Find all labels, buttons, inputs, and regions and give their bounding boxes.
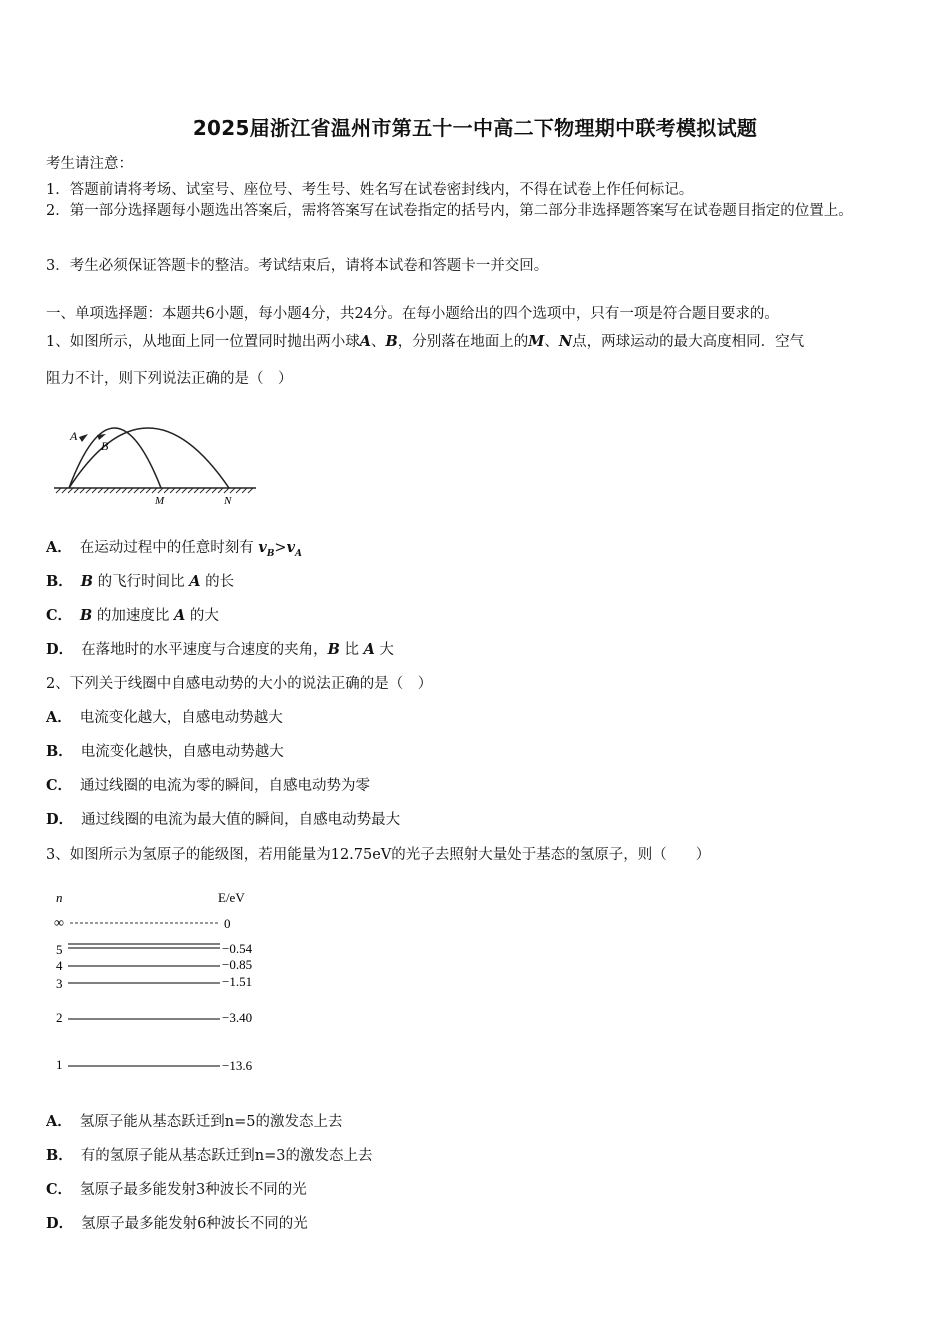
option-text: 电流变化越大，自感电动势越大 (79, 710, 283, 726)
option-letter: C． (46, 607, 73, 624)
option-text: 在运动过程中的任意时刻有 (79, 540, 259, 556)
q1-option-b (46, 570, 234, 591)
q3-option-c (46, 1178, 307, 1199)
option-letter: D． (46, 1215, 74, 1232)
section-heading: 一、单项选择题：本题共6小题，每小题4分，共24分。在每小题给出的四个选项中，只有一项是符合题目要求的。 (46, 306, 779, 322)
option-text: 有的氢原子能从基态跃迁到n=3的激发态上去 (80, 1148, 373, 1164)
option-text: 的长 (200, 574, 235, 590)
level-n-3: 3 (56, 976, 63, 991)
option-letter: A． (46, 539, 72, 556)
notice-item-3: 3．考生必须保证答题卡的整洁。考试结束后，请将本试卷和答题卡一并交回。 (46, 258, 549, 274)
level-n-1: 1 (56, 1057, 63, 1072)
q2-option-d (46, 808, 400, 829)
ground-hatching (56, 488, 253, 493)
q2-option-b (46, 740, 284, 761)
option-letter: D． (46, 811, 74, 828)
option-letter: C． (46, 1181, 73, 1198)
q1-option-d (46, 638, 394, 659)
symbol: B (80, 607, 93, 624)
subscript-b: B (266, 548, 275, 559)
level-n-5: 5 (56, 942, 63, 957)
q1-point-n: N (558, 333, 573, 350)
symbol: A (174, 607, 186, 624)
option-letter: A． (46, 1113, 72, 1130)
q1-sep-2: 、 (544, 334, 559, 350)
level-e-2: −3.40 (222, 1010, 253, 1025)
option-letter: D． (46, 641, 74, 658)
label-b: B (101, 439, 109, 453)
level-e-4: −0.85 (222, 957, 253, 972)
option-text: 氢原子最多能发射6种波长不同的光 (81, 1216, 308, 1232)
option-text: 氢原子最多能发射3种波长不同的光 (80, 1182, 307, 1198)
q1-stem-b: ，分别落在地面上的 (397, 334, 529, 350)
level-e-5: −0.54 (222, 941, 253, 956)
q2-option-a (46, 706, 283, 727)
option-text: 的大 (185, 608, 219, 624)
option-text: 电流变化越快，自感电动势越大 (80, 744, 284, 760)
level-e-inf: 0 (224, 916, 231, 931)
option-letter: B． (46, 743, 73, 760)
q1-stem (46, 330, 804, 351)
level-e-1: −13.6 (222, 1058, 253, 1073)
option-letter: B． (46, 573, 73, 590)
label-m: M (155, 495, 165, 507)
arrow-a (79, 434, 88, 442)
level-e-3-value: −1.51 (222, 974, 253, 989)
level-n-inf: ∞ (54, 916, 64, 931)
notice-item-2: 2．第一部分选择题每小题选出答案后，需将答案写在试卷指定的括号内，第二部分非选择题答案写在试卷题目指定的位置上。 (46, 203, 853, 219)
q1-option-c (46, 604, 219, 625)
n-axis-label: n (56, 890, 63, 905)
velocity-symbol: v (258, 539, 267, 556)
q1-sep: 、 (371, 334, 386, 350)
option-text: 氢原子能从基态跃迁到n=5的激发态上去 (79, 1114, 343, 1130)
option-text: 通过线圈的电流为零的瞬间，自感电动势为零 (80, 778, 371, 794)
q3-option-d (46, 1212, 308, 1233)
velocity-symbol-2: v (286, 539, 296, 556)
symbol: B (327, 641, 340, 658)
symbol: A (363, 641, 375, 658)
q2-option-c (46, 774, 370, 795)
option-text: 的加速度比 (92, 608, 175, 624)
symbol: A (189, 573, 201, 590)
energy-level-figure (48, 882, 278, 1082)
label-a: A (70, 429, 78, 443)
option-text: 通过线圈的电流为最大值的瞬间，自感电动势最大 (81, 812, 401, 828)
projectile-figure (44, 398, 259, 510)
option-text: 比 (339, 642, 364, 658)
level-n-4: 4 (56, 958, 63, 973)
greater-than: > (274, 540, 287, 556)
option-letter: A． (46, 709, 72, 726)
option-letter: C． (46, 777, 73, 794)
q1-ball-a: A (359, 333, 371, 350)
option-letter: B． (46, 1147, 73, 1164)
q1-stem-d: 阻力不计，则下列说法正确的是（ ） (46, 371, 293, 387)
page-title: 2025届浙江省温州市第五十一中高二下物理期中联考模拟试题 (192, 116, 758, 140)
q3-option-a (46, 1110, 342, 1131)
trajectory-b (69, 428, 229, 488)
label-n: N (224, 495, 232, 507)
q1-stem-a: 1、如图所示，从地面上同一位置同时抛出两小球 (46, 334, 360, 350)
subscript-a: A (295, 548, 302, 559)
q3-option-b (46, 1144, 372, 1165)
notice-heading: 考生请注意： (46, 156, 133, 172)
q2-stem: 2、下列关于线圈中自感电动势的大小的说法正确的是（ ） (46, 676, 433, 692)
level-n-2: 2 (56, 1010, 63, 1025)
q1-option-a (46, 536, 302, 559)
symbol: B (80, 573, 94, 590)
energy-axis-label: E/eV (218, 890, 245, 905)
option-text: 的飞行时间比 (93, 574, 190, 590)
q1-stem-c: 点，两球运动的最大高度相同．空气 (572, 334, 805, 350)
option-text: 大 (374, 642, 394, 658)
option-text: 在落地时的水平速度与合速度的夹角， (81, 642, 328, 658)
notice-item-1: 1．答题前请将考场、试室号、座位号、考生号、姓名写在试卷密封线内，不得在试卷上作任何标记。 (46, 182, 694, 198)
q1-ball-b: B (385, 333, 398, 350)
q1-point-m: M (528, 333, 545, 350)
q3-stem: 3、如图所示为氢原子的能级图，若用能量为12.75eV的光子去照射大量处于基态的氢原子，则（ ） (46, 847, 711, 863)
